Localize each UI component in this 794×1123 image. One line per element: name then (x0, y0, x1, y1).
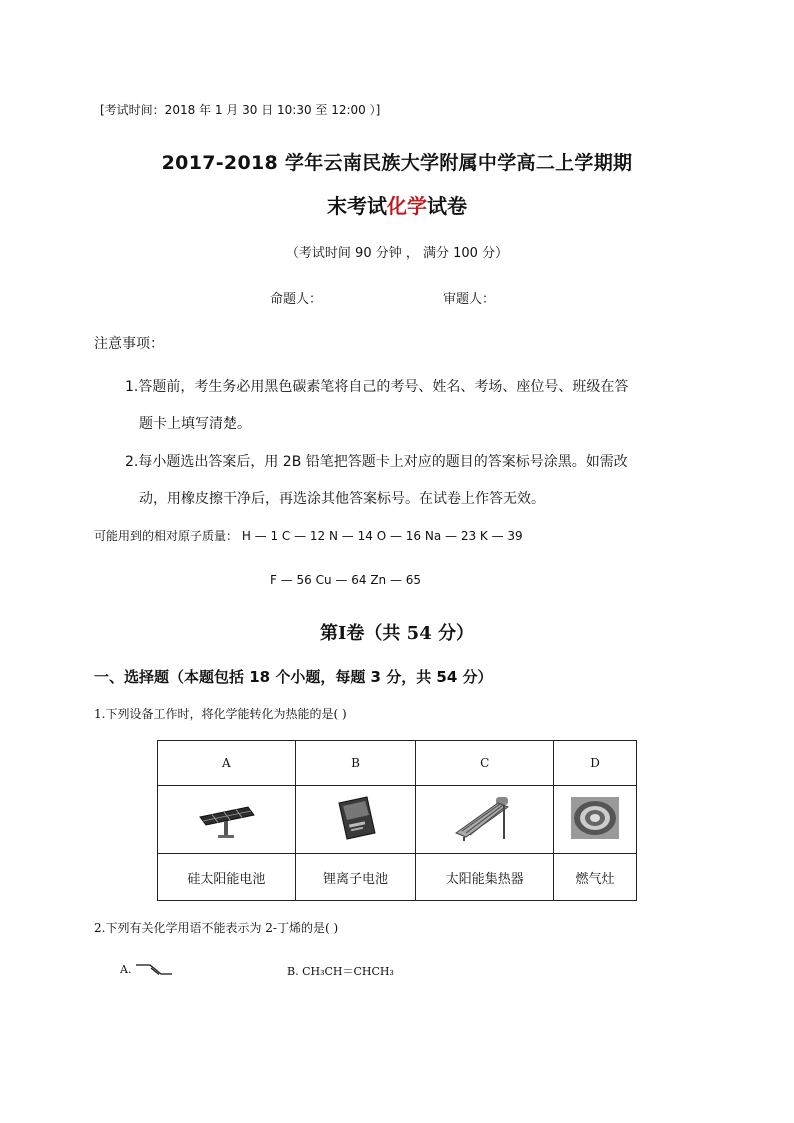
page-title-line2 (0, 190, 794, 219)
question-2-option-b: B. CH₃CH＝CHCH₃ (287, 965, 394, 978)
reviewer-label: 审题人： (443, 292, 496, 307)
option-letter-d: D (554, 741, 637, 786)
option-label-a: 硅太阳能电池 (158, 854, 296, 901)
section-title: 一、选择题（本题包括 18 个小题，每题 3 分，共 54 分） (94, 668, 493, 686)
notice-item-1-line1: 1.答题前，考生务必用黑色碳素笔将自己的考号、姓名、考场、座位号、班级在答 (125, 379, 629, 395)
exam-time: [考试时间：2018 年 1 月 30 日 10:30 至 12:00 ）] (100, 103, 381, 117)
option-letter-b: B (295, 741, 416, 786)
page-title-line1: 2017-2018 学年云南民族大学附属中学高二上学期期 (161, 152, 633, 174)
option-label-c: 太阳能集热器 (416, 854, 554, 901)
question-1-stem: 1.下列设备工作时，将化学能转化为热能的是( ) (94, 707, 347, 721)
option-label-d: 燃气灶 (554, 854, 637, 901)
question-2-option-a: A. (120, 963, 132, 976)
battery-icon (329, 793, 383, 843)
option-image-a (158, 786, 296, 854)
notice-item-2-line2: 动，用橡皮擦干净后，再选涂其他答案标号。在试卷上作答无效。 (139, 491, 545, 507)
solar-panel-icon (194, 795, 258, 841)
solar-water-heater-icon (450, 793, 520, 843)
part-title: 第Ⅰ卷（共 54 分） (319, 623, 474, 644)
exam-duration: （考试时间 90 分钟 ， 满分 100 分） (285, 246, 509, 261)
option-label-b: 锂离子电池 (295, 854, 416, 901)
title-part-a: 末考试 (327, 194, 387, 218)
option-letter-a: A (158, 741, 296, 786)
question-2-stem: 2.下列有关化学用语不能表示为 2-丁烯的是( ) (94, 921, 339, 935)
notice-item-2 (125, 444, 710, 518)
atomic-masses-line2: F — 56 Cu — 64 Zn — 65 (270, 573, 422, 587)
gas-stove-icon (569, 795, 621, 841)
option-image-b (295, 786, 416, 854)
option-image-d (554, 786, 637, 854)
setter-label: 命题人： (270, 292, 323, 307)
notice-item-1-line2: 题卡上填写清楚。 (139, 416, 251, 432)
option-image-c (416, 786, 554, 854)
skeletal-formula-icon (134, 962, 174, 978)
title-subject: 化学 (387, 194, 427, 218)
title-part-b: 试卷 (427, 194, 467, 218)
question-1-options-table (157, 740, 637, 901)
option-letter-c: C (416, 741, 554, 786)
notice-item-2-line1: 2.每小题选出答案后，用 2B 铅笔把答题卡上对应的题目的答案标号涂黑。如需改 (125, 454, 628, 470)
atomic-masses-line1: 可能用到的相对原子质量： H — 1 C — 12 N — 14 O — 16 Na — 23 K — 39 (94, 529, 523, 543)
notice-item-1 (125, 369, 710, 443)
notice-heading: 注意事项： (94, 336, 164, 352)
